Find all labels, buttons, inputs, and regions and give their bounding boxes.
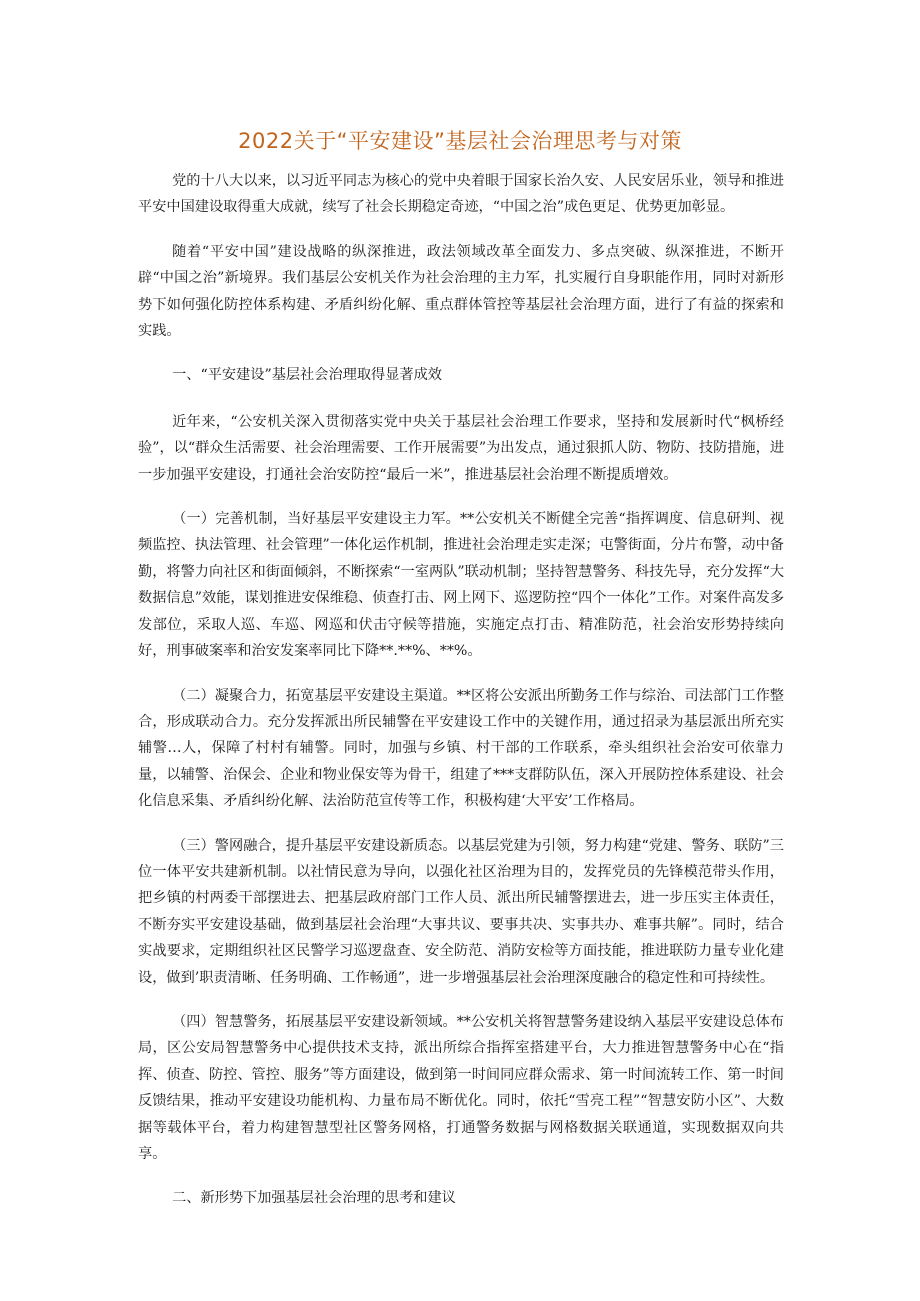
paragraph-smart-policing: （四）智慧警务，拓展基层平安建设新领域。**公安机关将智慧警务建设纳入基层平安建设总体布局，区公安局智慧警务中心提供技术支持，派出所综合指挥室搭建平台，大力推进智慧警务中心在“指挥、侦查、防控、管控、服务”等方面建设，做到第一时间同应群众需求、第一时间流转工作、第一时间反馈结果，推动平安建设功能机构、力量布局不断优化。同时，依托“雪亮工程”“智慧安防小区”、大数据等载体平台，着力构建智慧型社区警务网格，打通警务数据与网格数据关联通道，实现数据双向共享。 xyxy=(138,1013,784,1162)
paragraph-synergy: （二）凝聚合力，拓宽基层平安建设主渠道。**区将公安派出所勤务工作与综治、司法部门工作整合，形成联动合力。充分发挥派出所民辅警在平安建设工作中的关键作用，通过招录为基层派出所充实辅警…人，保障了村村有辅警。同时，加强与乡镇、村干部的工作联系，牵头组织社会治安可依靠力量，以辅警、治保会、企业和物业保安等为骨干，组建了***支群防队伍，深入开展防控体系建设、社会化信息采集、矛盾纠纷化解、法治防范宣传等工作，积极构建‘大平安’工作格局。 xyxy=(138,687,784,810)
paragraph-background: 随着“平安中国”建设战略的纵深推进，政法领域改革全面发力、多点突破、纵深推进，不断开辟“中国之治”新境界。我们基层公安机关作为社会治理的主力军，扎实履行自身职能作用，同时对新形势下如何强化防控体系构建、矛盾纠纷化解、重点群体管控等基层社会治理方面，进行了有益的探索和实践。 xyxy=(138,243,784,340)
document-body xyxy=(138,168,784,1232)
section-heading-1: 一、“平安建设”基层社会治理取得显著成效 xyxy=(172,367,442,384)
paragraph-overview: 近年来，“公安机关深入贯彻落实党中央关于基层社会治理工作要求，坚持和发展新时代“枫桥经验”，以“群众生活需要、社会治理需要、工作开展需要”为出发点，通过狠抓人防、物防、技防措施，进一步加强平安建设，打通社会治安防控“最后一米”，推进基层社会治理不断提质增效。 xyxy=(138,413,785,483)
paragraph-mechanism: （一）完善机制，当好基层平安建设主力军。**公安机关不断健全完善“指挥调度、信息研判、视频监控、执法管理、社会管理”一体化运作机制，推进社会治理走实走深；屯警街面，分片布警，动中备勤，将警力向社区和街面倾斜，不断探索“一室两队”联动机制；坚持智慧警务、科技先导，充分发挥“大数据信息”效能，谋划推进安保维稳、侦查打击、网上网下、巡逻防控“四个一体化”工作。对案件高发多发部位，采取人巡、车巡、网巡和伏击守候等措施，实施定点打击、精准防范，社会治安形势持续向好，刑事破案率和治安发案率同比下降**.**%、**%。 xyxy=(138,511,785,660)
section-heading-2: 二、新形势下加强基层社会治理的思考和建议 xyxy=(172,1190,456,1207)
document-title: 2022关于“平安建设”基层社会治理思考与对策 xyxy=(238,129,682,153)
paragraph-intro: 党的十八大以来，以习近平同志为核心的党中央着眼于国家长治久安、人民安居乐业，领导和推进平安中国建设取得重大成就，续写了社会长期稳定奇迹，“中国之治”成色更足、优势更加彰显。 xyxy=(138,173,784,216)
paragraph-police-grid: （三）警网融合，提升基层平安建设新质态。以基层党建为引领，努力构建“党建、警务、联防”三位一体平安共建新机制。以社情民意为导向，以强化社区治理为目的，发挥党员的先锋模范带头作用，把乡镇的村两委干部摆进去、把基层政府部门工作人员、派出所民辅警摆进去，进一步压实主体责任，不断夯实平安建设基础，做到基层社会治理“大事共议、要事共决、实事共办、难事共解”。同时，结合实战要求，定期组织社区民警学习巡逻盘查、安全防范、消防安检等方面技能，推进联防力量专业化建设，做到’职责清晰、任务明确、工作畅通”，进一步增强基层社会治理深度融合的稳定性和可持续性。 xyxy=(138,837,784,986)
